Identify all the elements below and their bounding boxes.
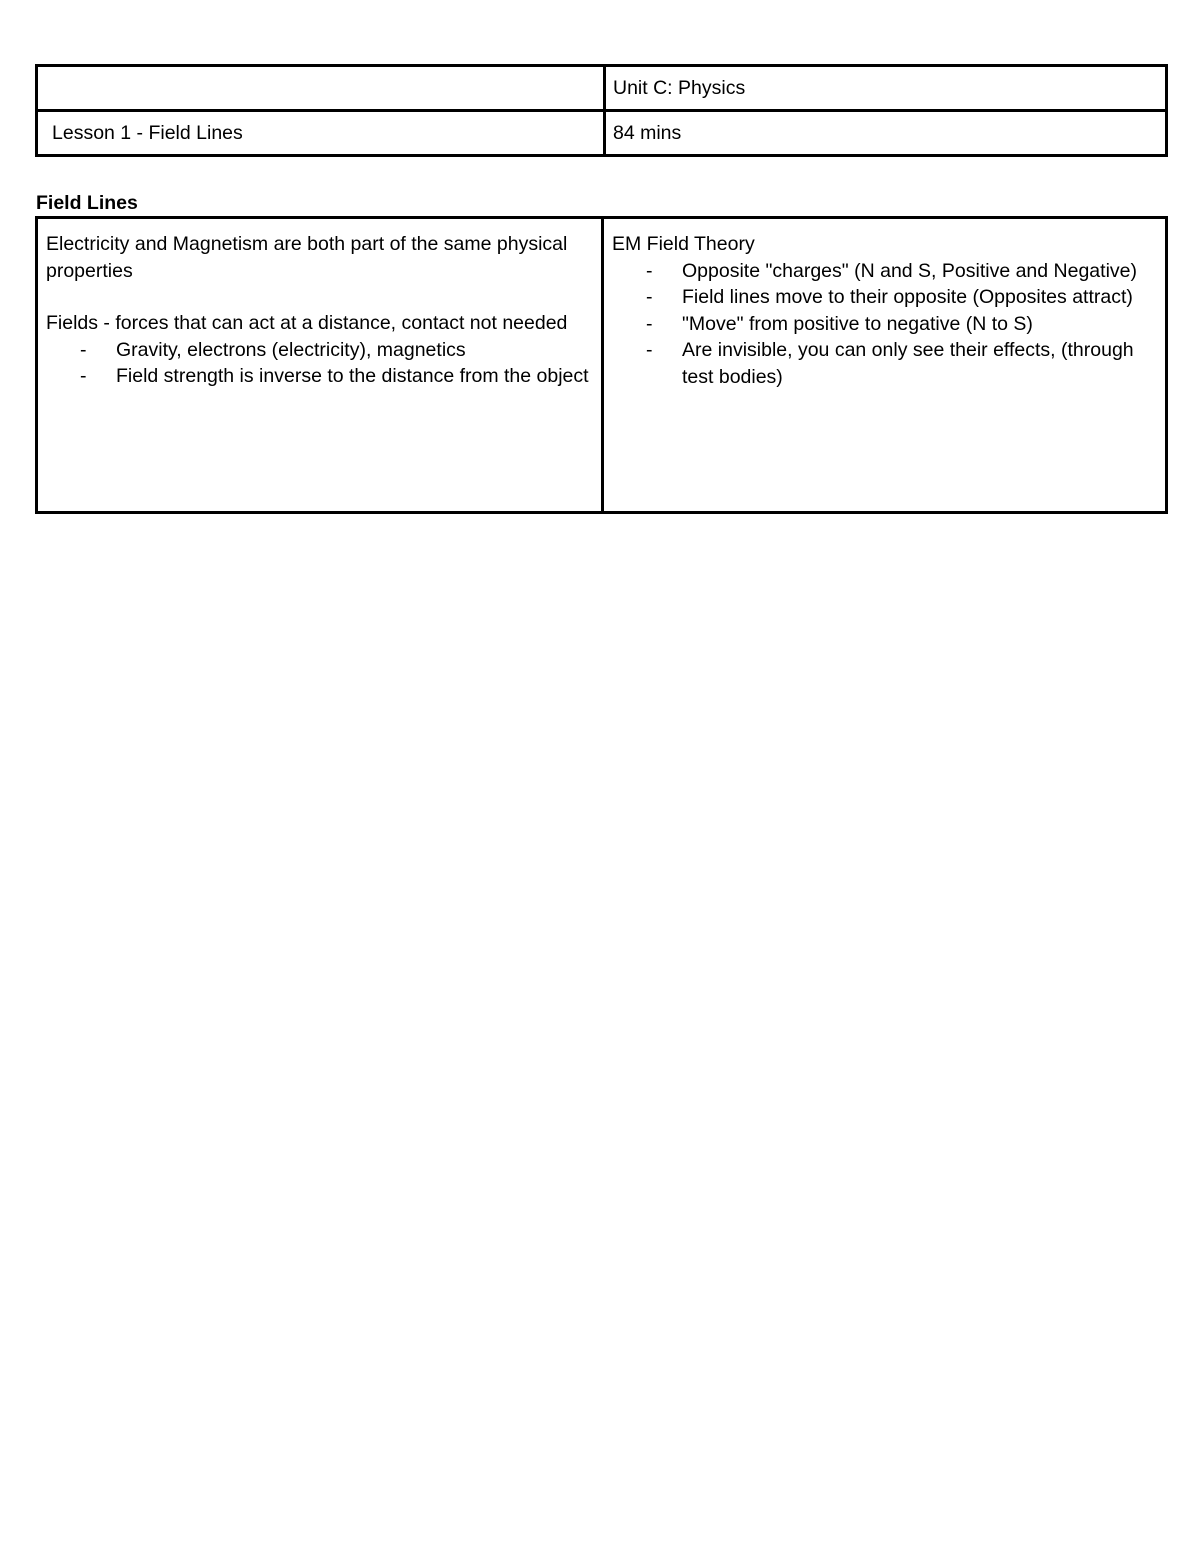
dash-bullet-icon: - [646,339,653,361]
duration-cell: 84 mins [605,111,1167,156]
fields-definition-text: Fields - forces that can act at a distance, contact not needed [46,312,568,334]
left-bullet-list [46,337,593,390]
notes-right-cell [603,218,1167,513]
list-item [612,258,1157,285]
list-item-text: Gravity, electrons (electricity), magnetics [116,338,466,361]
notes-table [35,216,1168,514]
section-title: Field Lines [36,192,138,214]
lesson-header-table [35,64,1168,157]
notes-row [37,218,1167,513]
header-row [37,111,1167,156]
list-item-text: Field strength is inverse to the distance from the object [116,365,589,387]
list-item-text: "Move" from positive to negative (N to S) [682,312,1033,335]
header-row [37,66,1167,111]
list-item [612,284,1157,311]
em-field-theory-heading: EM Field Theory [612,233,755,255]
dash-bullet-icon: - [646,259,653,282]
dash-bullet-icon: - [80,338,87,361]
right-bullet-list [612,258,1157,391]
list-item-text: Are invisible, you can only see their effects, (through test bodies) [682,339,1134,388]
list-item [612,311,1157,338]
notes-left-cell [37,218,603,513]
list-item-text: Opposite "charges" (N and S, Positive and Negative) [682,259,1137,282]
list-item [46,363,593,390]
dash-bullet-icon: - [646,312,653,335]
unit-title-cell: Unit C: Physics [605,66,1167,111]
lesson-title-cell: Lesson 1 - Field Lines [37,111,605,156]
list-item [46,337,593,364]
list-item-text: Field lines move to their opposite (Opposites attract) [682,286,1133,308]
dash-bullet-icon: - [646,286,653,308]
header-empty-cell [37,66,605,111]
dash-bullet-icon: - [80,365,87,387]
intro-text: Electricity and Magnetism are both part of the same physical properties [46,233,568,282]
list-item [612,337,1157,390]
